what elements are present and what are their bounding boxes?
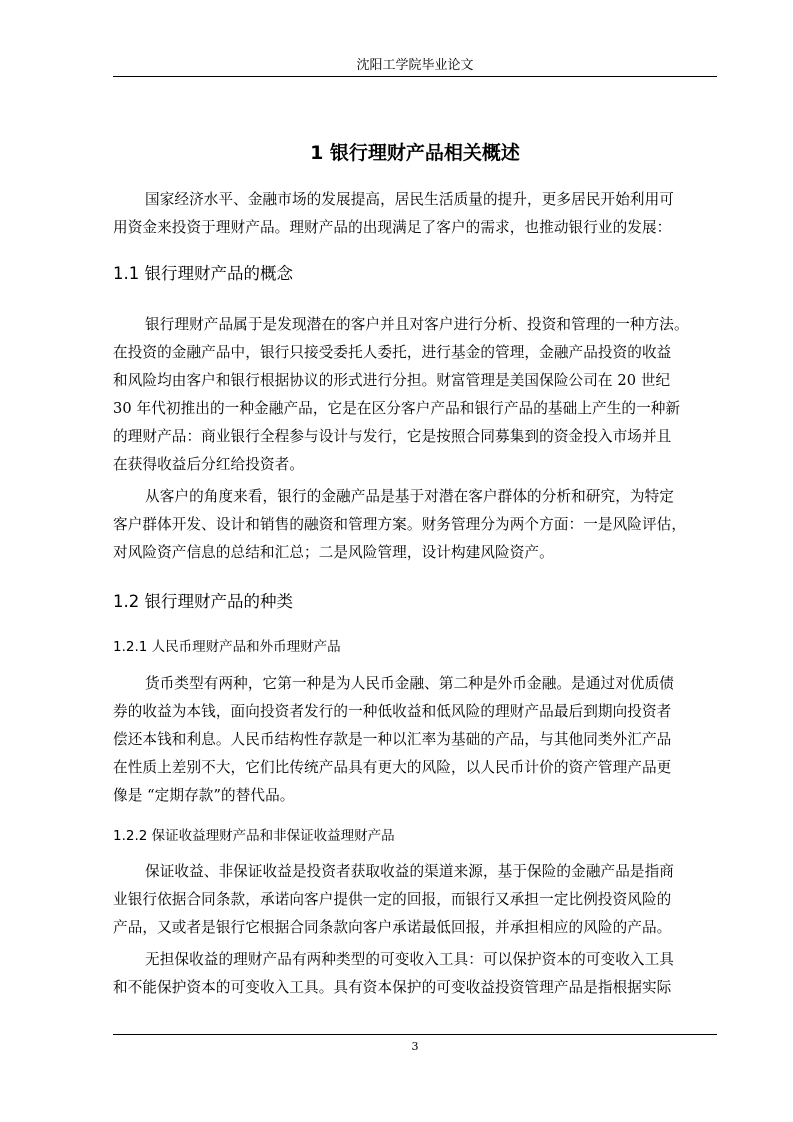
paragraph-line: 银行理财产品属于是发现潜在的客户并且对客户进行分析、投资和管理的一种方法。 xyxy=(145,316,689,333)
chapter-heading: 1 银行理财产品相关概述 xyxy=(310,142,520,164)
header-divider xyxy=(113,76,717,77)
section-heading-1-2: 1.2 银行理财产品的种类 xyxy=(113,592,293,611)
paragraph-line: 无担保收益的理财产品有两种类型的可变收入工具：可以保护资本的可变收入工具 xyxy=(145,951,674,968)
intro-line: 用资金来投资于理财产品。理财产品的出现满足了客户的需求，也推动银行业的发展： xyxy=(113,219,672,236)
subsection-heading-1-2-1: 1.2.1 人民币理财产品和外币理财产品 xyxy=(113,639,341,655)
page-header: 沈阳工学院毕业论文 xyxy=(356,58,474,73)
page-number: 3 xyxy=(411,1040,419,1053)
paragraph-line: 像是 “定期存款”的替代品。 xyxy=(113,787,295,804)
paragraph-line: 业银行依据合同条款，承诺向客户提供一定的回报，而银行又承担一定比例投资风险的 xyxy=(113,891,672,908)
paragraph-line: 客户群体开发、设计和销售的融资和管理方案。财务管理分为两个方面：一是风险评估， xyxy=(113,516,687,533)
section-heading-1-1: 1.1 银行理财产品的概念 xyxy=(113,264,293,283)
subsection-heading-1-2-2: 1.2.2 保证收益理财产品和非保证收益理财产品 xyxy=(113,828,395,844)
paragraph-line: 在性质上差别不大，它们比传统产品具有更大的风险，以人民币计价的资产管理产品更 xyxy=(113,759,672,776)
paragraph-line: 和风险均由客户和银行根据协议的形式进行分担。财富管理是美国保险公司在 20 世纪 xyxy=(113,372,671,389)
paragraph-line: 对风险资产信息的总结和汇总；二是风险管理，设计构建风险资产。 xyxy=(113,544,554,561)
paragraph-line: 在获得收益后分红给投资者。 xyxy=(113,456,305,473)
paragraph-line: 30 年代初推出的一种金融产品，它是在区分客户产品和银行产品的基础上产生的一种新 xyxy=(113,400,681,417)
paragraph-line: 的理财产品：商业银行全程参与设计与发行，它是按照合同募集到的资金投入市场并且 xyxy=(113,428,672,445)
paragraph-line: 和不能保护资本的可变收入工具。具有资本保护的可变收益投资管理产品是指根据实际 xyxy=(113,979,672,996)
footer-divider xyxy=(113,1034,717,1035)
paragraph-line: 从客户的角度来看，银行的金融产品是基于对潜在客户群体的分析和研究，为特定 xyxy=(145,488,674,505)
paragraph-line: 货币类型有两种，它第一种是为人民币金融、第二种是外币金融。是通过对优质债 xyxy=(145,675,674,692)
paragraph-line: 保证收益、非保证收益是投资者获取收益的渠道来源，基于保险的金融产品是指商 xyxy=(145,863,674,880)
paragraph-line: 在投资的金融产品中，银行只接受委托人委托，进行基金的管理，金融产品投资的收益 xyxy=(113,344,672,361)
paragraph-line: 产品，又或者是银行它根据合同条款向客户承诺最低回报，并承担相应的风险的产品。 xyxy=(113,919,672,936)
intro-line: 国家经济水平、金融市场的发展提高，居民生活质量的提升，更多居民开始利用可 xyxy=(145,191,674,208)
paragraph-line: 偿还本钱和利息。人民币结构性存款是一种以汇率为基础的产品，与其他同类外汇产品 xyxy=(113,731,672,748)
paragraph-line: 券的收益为本钱，面向投资者发行的一种低收益和低风险的理财产品最后到期向投资者 xyxy=(113,703,672,720)
